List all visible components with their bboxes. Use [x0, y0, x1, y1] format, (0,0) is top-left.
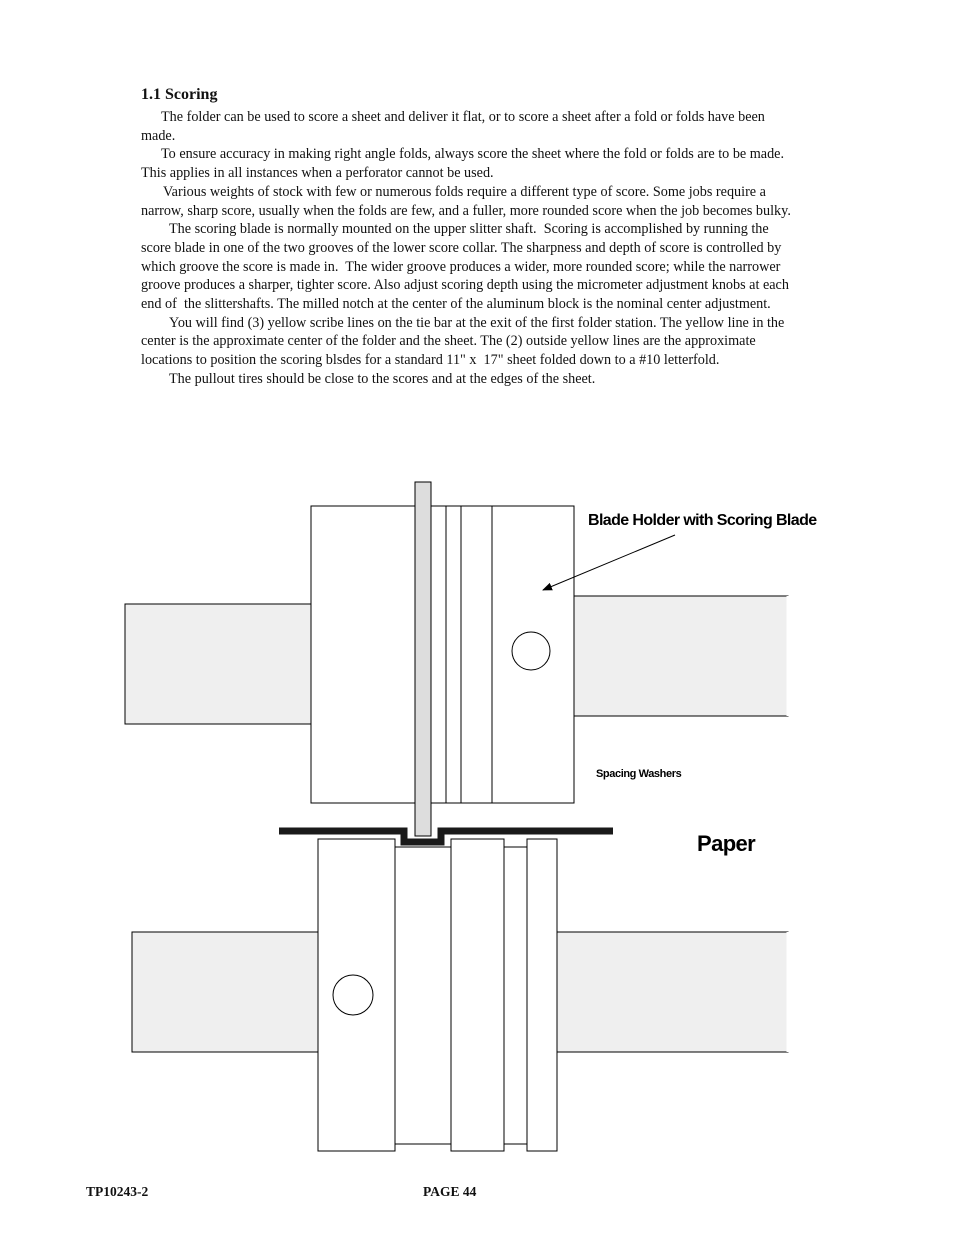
label-spacing-washers: Spacing Washers — [596, 768, 682, 780]
footer-page-number: PAGE 44 — [423, 1184, 477, 1199]
score-collar-right — [527, 839, 557, 1151]
label-paper: Paper — [697, 831, 756, 856]
paragraph: The scoring blade is normally mounted on the upper slitter shaft. Scoring is accomplished by running the score blade in one of the two grooves of the lower score collar. The sharpness and depth of score is controlled by which groove the score is made in. The wider groove produces a wider, more rounded score; while the narrower groove produces a sharper, tighter score. Also adjust scoring depth using the micrometer adjustment knobs at each end of the slittershafts. The milled notch at the center of the aluminum block is the nominal center adjustment. — [141, 221, 793, 313]
lower-shaft-left — [132, 932, 319, 1052]
paragraph: You will find (3) yellow scribe lines on the tie bar at the exit of the first folder station. The yellow line in the center is the approximate center of the folder and the sheet. The (2) outside yellow lines are the approximate locations to position the scoring blsdes for a standard 11" x 17" sheet folded down to a #10 letterfold. — [141, 314, 788, 369]
paragraph: The pullout tires should be close to the scores and at the edges of the sheet. — [169, 370, 596, 387]
paragraph: The folder can be used to score a sheet and deliver it flat, or to score a sheet after a fold or folds have been made. — [141, 109, 769, 144]
upper-shaft-left — [125, 604, 311, 724]
scoring-blade — [415, 482, 431, 836]
lower-shaft-right — [557, 932, 788, 1052]
section-heading: 1.1 Scoring — [141, 86, 218, 103]
set-screw-upper — [512, 632, 550, 670]
footer-doc-number: TP10243-2 — [86, 1184, 149, 1199]
paragraph: Various weights of stock with few or numerous folds require a different type of score. Some jobs require a narrow, sharp score, usually when the folds are few, and a fuller, more rounded score when the job becomes bulky. — [141, 183, 791, 219]
paragraph: To ensure accuracy in making right angle folds, always score the sheet where the fold or folds are to be made. This applies in all instances when a perforator cannot be used. — [141, 146, 788, 182]
label-blade-holder: Blade Holder with Scoring Blade — [588, 512, 817, 529]
set-screw-lower — [333, 975, 373, 1015]
upper-shaft-right — [574, 596, 788, 716]
score-collar-middle — [451, 839, 504, 1151]
